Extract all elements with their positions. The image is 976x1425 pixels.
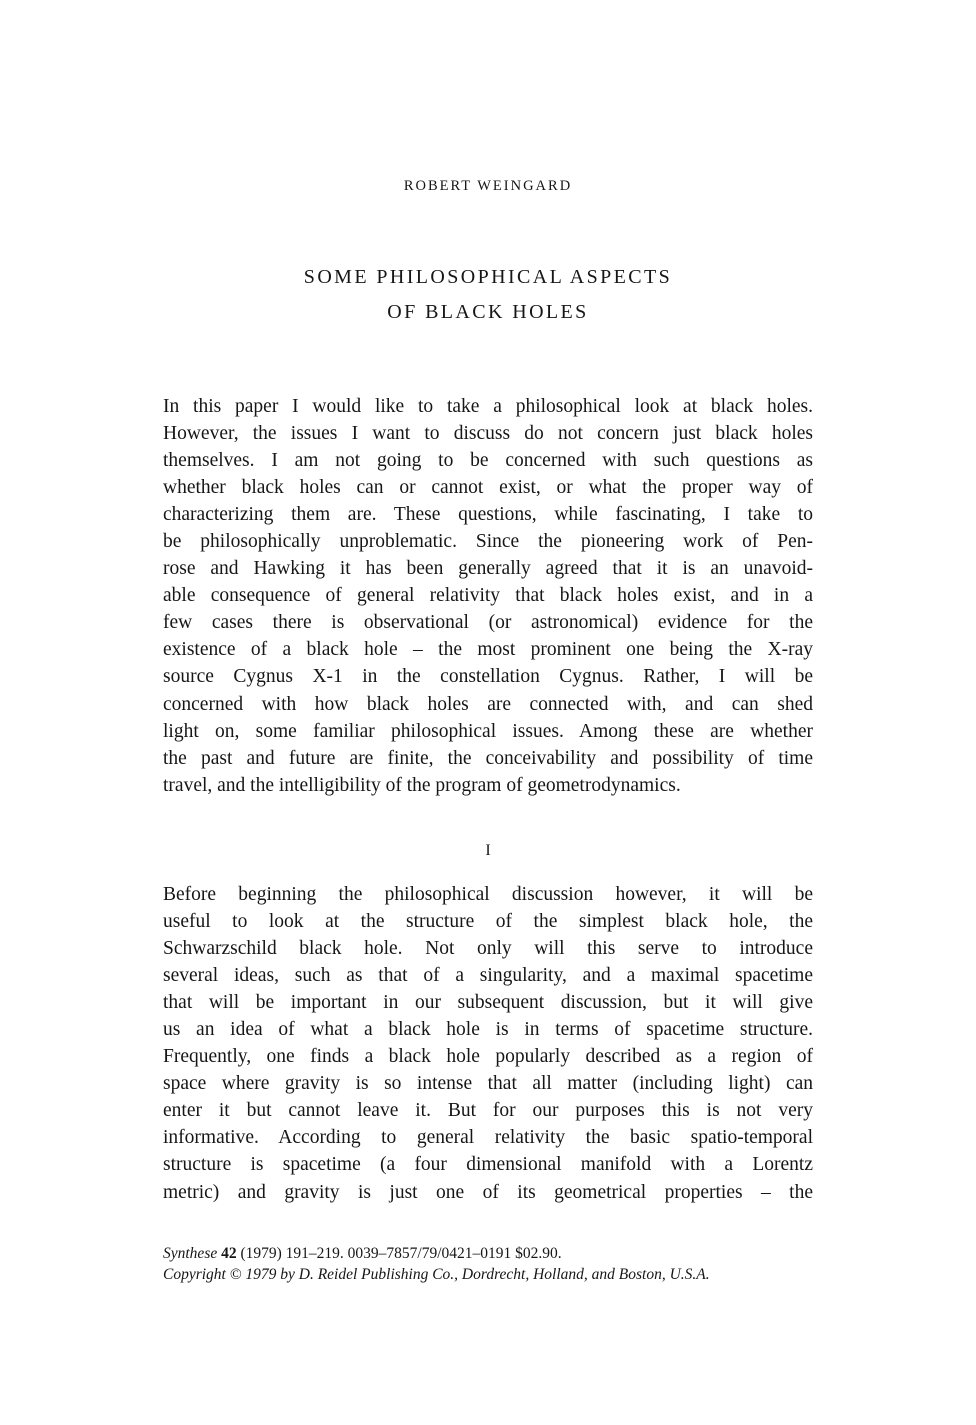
journal-name: Synthese bbox=[163, 1245, 218, 1262]
section-number: I bbox=[485, 842, 491, 859]
text-line: travel, and the intelligibility of the program of geometrodynamics. bbox=[163, 774, 681, 796]
text-line: useful to look at the structure of the simplest black hole, the bbox=[163, 911, 813, 933]
title-line-1: SOME PHILOSOPHICAL ASPECTS bbox=[303, 266, 673, 288]
text-line: informative. According to general relativity the basic spatio-temporal bbox=[163, 1127, 813, 1149]
author-name: ROBERT WEINGARD bbox=[403, 178, 573, 194]
text-line: space where gravity is so intense that all matter (including light) can bbox=[163, 1073, 813, 1095]
text-line: concerned with how black holes are connected with, and can shed bbox=[163, 693, 813, 715]
copyright-line: Copyright © 1979 by D. Reidel Publishing Co., Dordrecht, Holland, and Boston, U.S.A. bbox=[163, 1266, 710, 1283]
text-line: whether black holes can or cannot exist, or what the proper way of bbox=[163, 477, 813, 499]
paper-title bbox=[0, 260, 976, 330]
text-line: characterizing them are. These questions, while fascinating, I take to bbox=[163, 504, 813, 526]
text-line: several ideas, such as that of a singularity, and a maximal spacetime bbox=[163, 965, 813, 987]
text-line: the past and future are finite, the conceivability and possibility of time bbox=[163, 747, 813, 769]
text-line: able consequence of general relativity that black holes exist, and in a bbox=[163, 585, 813, 607]
citation-line bbox=[163, 1243, 823, 1264]
text-line: themselves. I am not going to be concerned with such questions as bbox=[163, 450, 813, 472]
text-line: structure is spacetime (a four dimensional manifold with a Lorentz bbox=[163, 1154, 813, 1176]
text-line: However, the issues I want to discuss do not concern just black holes bbox=[163, 423, 813, 445]
section-paragraph bbox=[163, 881, 813, 1206]
text-line: Before beginning the philosophical discussion however, it will be bbox=[163, 884, 813, 905]
journal-volume: 42 bbox=[221, 1245, 237, 1262]
text-line: Frequently, one finds a black hole popularly described as a region of bbox=[163, 1046, 813, 1068]
text-line: that will be important in our subsequent discussion, but it will give bbox=[163, 992, 813, 1014]
text-line: rose and Hawking it has been generally agreed that it is an unavoid- bbox=[163, 558, 813, 580]
text-line: Schwarzschild black hole. Not only will this serve to introduce bbox=[163, 938, 813, 960]
text-line: light on, some familiar philosophical issues. Among these are whether bbox=[163, 720, 813, 742]
text-line: us an idea of what a black hole is in terms of spacetime structure. bbox=[163, 1019, 813, 1041]
text-line: In this paper I would like to take a philosophical look at black holes. bbox=[163, 396, 813, 417]
title-line-2: OF BLACK HOLES bbox=[387, 301, 589, 323]
text-line: few cases there is observational (or astronomical) evidence for the bbox=[163, 612, 813, 634]
text-line: enter it but cannot leave it. But for our purposes this is not very bbox=[163, 1100, 813, 1122]
intro-paragraph bbox=[163, 393, 813, 799]
text-line: metric) and gravity is just one of its geometrical properties – the bbox=[163, 1181, 813, 1203]
citation-details: (1979) 191–219. 0039–7857/79/0421–0191 $02.90. bbox=[240, 1245, 562, 1262]
text-line: existence of a black hole – the most prominent one being the X-ray bbox=[163, 639, 813, 661]
text-line: source Cygnus X-1 in the constellation Cygnus. Rather, I will be bbox=[163, 666, 813, 688]
publication-footer bbox=[163, 1243, 823, 1285]
text-line: be philosophically unproblematic. Since the pioneering work of Pen- bbox=[163, 531, 813, 553]
